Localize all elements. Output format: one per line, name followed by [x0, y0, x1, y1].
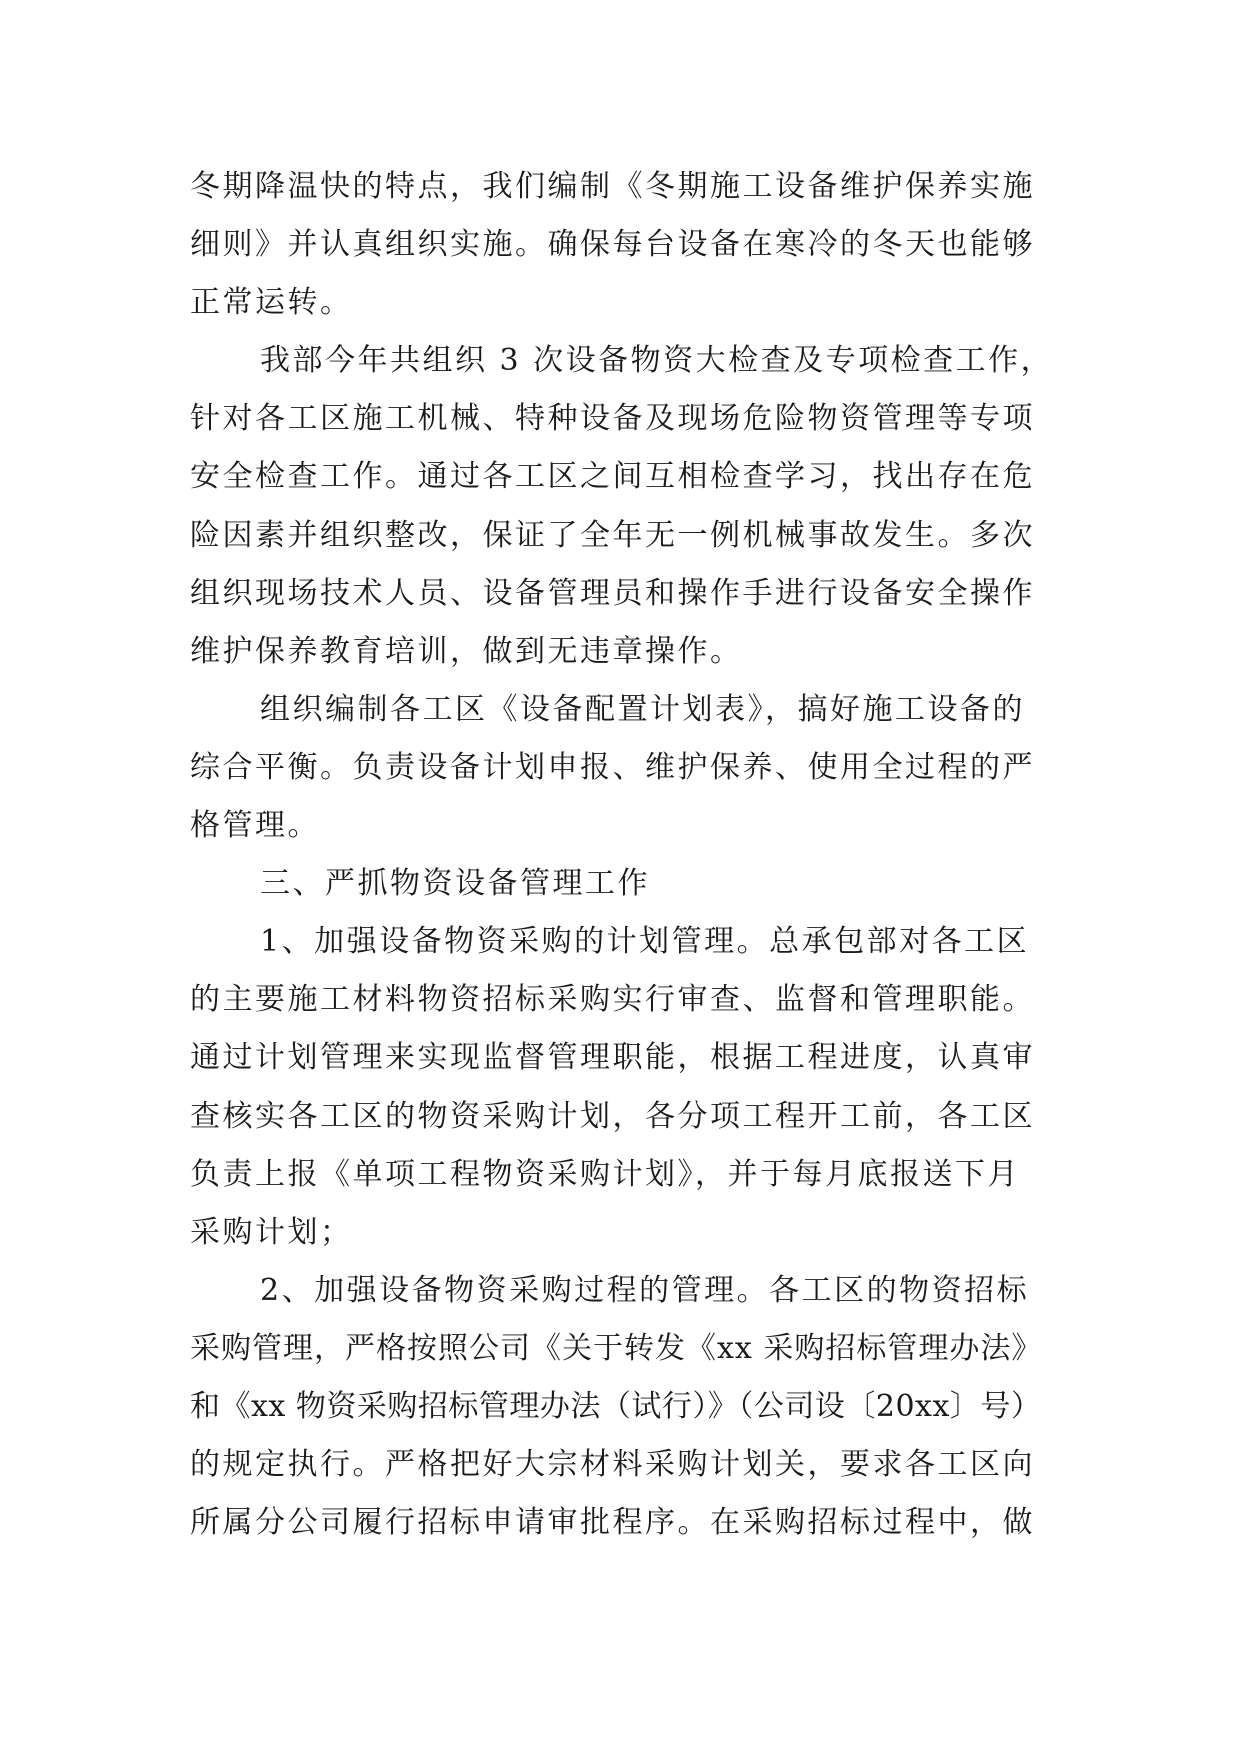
text-line: 通过计划管理来实现监督管理职能，根据工程进度，认真审	[190, 1040, 1035, 1076]
text-line: 1、加强设备物资采购的计划管理。总承包部对各工区	[260, 924, 1030, 960]
text-line: 和《xx 物资采购招标管理办法（试行）》（公司设〔20xx〕号）	[190, 1388, 1042, 1424]
text-line: 三、严抓物资设备管理工作	[260, 866, 650, 902]
text-line: 查核实各工区的物资采购计划，各分项工程开工前，各工区	[190, 1098, 1035, 1134]
text-line: 正常运转。	[190, 285, 353, 321]
text-line: 格管理。	[190, 808, 320, 844]
document-body	[190, 158, 1056, 1552]
text-line: 综合平衡。负责设备计划申报、维护保养、使用全过程的严	[190, 749, 1035, 785]
text-line: 的主要施工材料物资招标采购实行审查、监督和管理职能。	[190, 982, 1035, 1018]
text-line: 细则》并认真组织实施。确保每台设备在寒冷的冬天也能够	[190, 227, 1035, 263]
text-line: 险因素并组织整改，保证了全年无一例机械事故发生。多次	[190, 517, 1035, 553]
text-line: 针对各工区施工机械、特种设备及现场危险物资管理等专项	[190, 401, 1035, 437]
text-line: 的规定执行。严格把好大宗材料采购计划关，要求各工区向	[190, 1447, 1035, 1483]
text-line: 组织现场技术人员、设备管理员和操作手进行设备安全操作	[190, 575, 1035, 611]
text-line: 安全检查工作。通过各工区之间互相检查学习，找出存在危	[190, 459, 1035, 495]
text-line: 冬期降温快的特点，我们编制《冬期施工设备维护保养实施	[190, 169, 1035, 204]
text-line: 组织编制各工区《设备配置计划表》，搞好施工设备的	[260, 691, 1025, 727]
text-line: 2、加强设备物资采购过程的管理。各工区的物资招标	[260, 1272, 1030, 1308]
text-line: 采购管理，严格按照公司《关于转发《xx 采购招标管理办法》	[190, 1330, 1043, 1366]
text-line: 我部今年共组织 3 次设备物资大检查及专项检查工作，	[260, 343, 1054, 379]
text-line: 采购计划；	[190, 1214, 353, 1250]
text-line: 维护保养教育培训，做到无违章操作。	[190, 633, 743, 669]
text-line: 所属分公司履行招标申请审批程序。在采购招标过程中，做	[190, 1505, 1035, 1541]
text-line: 负责上报《单项工程物资采购计划》，并于每月底报送下月	[190, 1156, 1020, 1192]
